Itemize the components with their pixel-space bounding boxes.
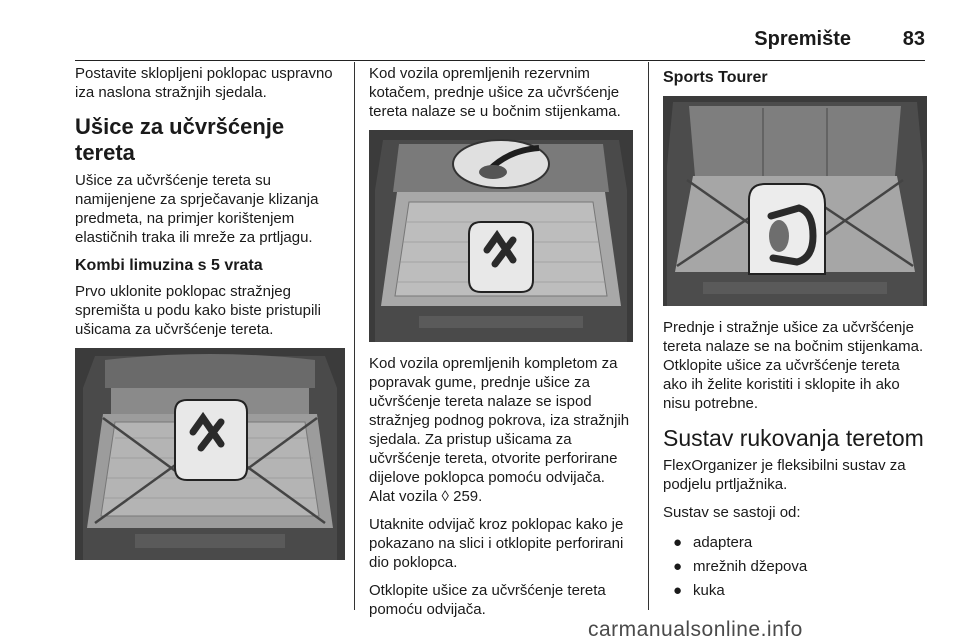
spare-wheel-trunk-illustration xyxy=(369,130,633,342)
list-item: ● mrežnih džepova xyxy=(673,555,927,579)
section-paragraph: Ušice za učvršćenje tereta su namijenjene za sprječavanje klizanja predmeta, na primjer korištenjem elastičnih traka ili mreže za prtljagu. xyxy=(75,172,319,246)
subheading-hatchback: Kombi limuzina s 5 vrata xyxy=(75,257,263,274)
column-left xyxy=(75,64,345,572)
section-heading-load-management: Sustav rukovanja teretom xyxy=(663,425,924,451)
bullet-icon: ● xyxy=(673,558,683,575)
column-divider xyxy=(354,62,355,610)
header-rule xyxy=(75,60,925,62)
sports-tourer-trunk-illustration xyxy=(663,96,927,306)
unfold-paragraph: Otklopite ušice za učvršćenje tereta pomoću odvijača. xyxy=(369,582,606,618)
intro-paragraph: Postavite sklopljeni poklopac uspravno iza naslona stražnjih sjedala. xyxy=(75,65,333,101)
front-rear-eyes-paragraph: Prednje i stražnje ušice za učvršćenje tereta nalaze se na bočnim stijenkama. Otklopite ušice za učvršćenje tereta ako ih želite koristiti i sklopite ih ako nisu potrebne. xyxy=(663,319,924,412)
system-consists-paragraph: Sustav se sastoji od: xyxy=(663,504,801,521)
column-middle xyxy=(369,64,633,628)
spare-wheel-paragraph: Kod vozila opremljenih rezervnim kotačem, prednje ušice za učvršćenje tereta nalaze se u bočnim stijenkama. xyxy=(369,65,621,120)
flexorganizer-paragraph: FlexOrganizer je fleksibilni sustav za podjelu prtljažnika. xyxy=(663,457,906,493)
hatchback-paragraph: Prvo uklonite poklopac stražnjeg spremišta u podu kako biste pristupili ušicama za učvršćenje tereta. xyxy=(75,283,321,338)
column-divider xyxy=(648,62,649,610)
components-list xyxy=(663,531,927,603)
page-number: 83 xyxy=(902,28,925,50)
bullet-icon: ● xyxy=(673,534,683,551)
repair-kit-paragraph: Kod vozila opremljenih kompletom za popravak gume, prednje ušice za učvršćenje tereta nalaze se ispod stražnjeg podnog pokrova, iza stražnjih sjedala. Za pristup ušicama za učvršćenje tereta, otvorite perforirane dijelove poklopca pomoću odvijača. Alat vozila ◊ 259. xyxy=(369,355,630,505)
trunk-floor-illustration xyxy=(75,348,345,560)
list-item: ● kuka xyxy=(673,579,927,603)
list-item: ● adaptera xyxy=(673,531,927,555)
screwdriver-paragraph: Utaknite odvijač kroz poklopac kako je pokazano na slici i otklopite perforirani dio poklopca. xyxy=(369,516,624,571)
section-heading-cargo-eyes: Ušice za učvršćenje tereta xyxy=(75,114,285,165)
bullet-icon: ● xyxy=(673,582,683,599)
page-header xyxy=(75,28,925,58)
column-right xyxy=(663,64,927,603)
page-title: Spremište xyxy=(754,28,851,50)
watermark: carmanualsonline.info xyxy=(588,618,803,641)
subheading-sports-tourer: Sports Tourer xyxy=(663,69,768,86)
